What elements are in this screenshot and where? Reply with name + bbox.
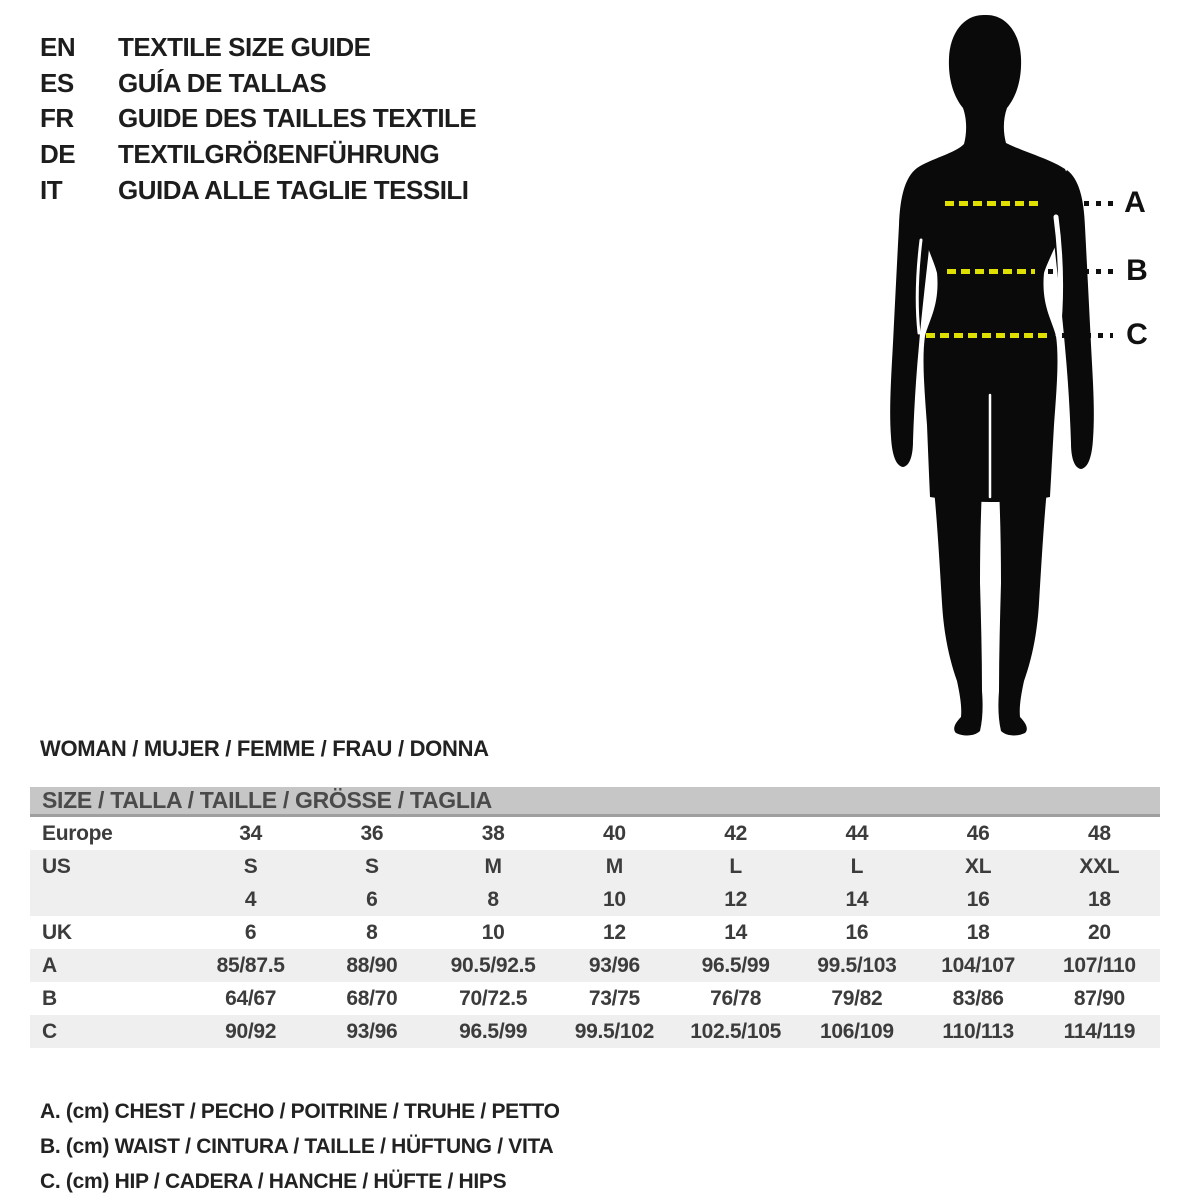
size-value: 10 bbox=[481, 920, 505, 944]
language-title: GUIDE DES TAILLES TEXTILE bbox=[118, 103, 477, 134]
size-value: 14 bbox=[796, 883, 917, 916]
size-table-body bbox=[30, 816, 1160, 1049]
size-value: S bbox=[311, 850, 432, 883]
size-value: 90/92 bbox=[190, 1015, 311, 1048]
language-title: TEXTILGRÖßENFÜHRUNG bbox=[118, 139, 440, 170]
row-label: US bbox=[30, 850, 190, 883]
size-value: 96.5/99 bbox=[433, 1015, 554, 1048]
size-value: 99.5/103 bbox=[796, 949, 917, 982]
table-row bbox=[30, 982, 1160, 1015]
marker-label: A bbox=[1124, 186, 1146, 219]
table-row bbox=[30, 816, 1160, 851]
size-value: 8 bbox=[366, 920, 378, 944]
section-title: WOMAN / MUJER / FEMME / FRAU / DONNA bbox=[40, 736, 489, 761]
size-value: 6 bbox=[244, 920, 257, 944]
language-code: DE bbox=[40, 139, 76, 170]
row-label: A bbox=[30, 949, 190, 982]
size-value: XXL bbox=[1039, 850, 1160, 883]
table-row bbox=[30, 949, 1160, 982]
size-value: 76/78 bbox=[710, 986, 762, 1010]
size-value: 16 bbox=[845, 920, 869, 944]
size-table bbox=[30, 787, 1160, 1048]
size-value: 87/90 bbox=[1073, 986, 1125, 1010]
dashed-line bbox=[947, 269, 1035, 274]
size-value: 40 bbox=[602, 821, 626, 845]
size-value: 102.5/105 bbox=[675, 1015, 796, 1048]
size-value: 12 bbox=[675, 883, 796, 916]
language-code: IT bbox=[40, 174, 63, 205]
size-value: L bbox=[796, 850, 917, 883]
size-value: 44 bbox=[845, 821, 869, 845]
size-value: M bbox=[554, 850, 675, 883]
size-value: L bbox=[675, 850, 796, 883]
table-row bbox=[30, 1015, 1160, 1048]
legend-line: B. (cm) WAIST / CINTURA / TAILLE / HÜFTUNG / VITA bbox=[40, 1134, 554, 1158]
language-title: TEXTILE SIZE GUIDE bbox=[118, 32, 371, 63]
row-label: Europe bbox=[42, 821, 113, 845]
silhouette-left-leg bbox=[927, 355, 988, 735]
size-value: 10 bbox=[554, 883, 675, 916]
size-value: 85/87.5 bbox=[190, 949, 311, 982]
language-list bbox=[40, 30, 476, 208]
size-value: 96.5/99 bbox=[675, 949, 796, 982]
measurement-legend bbox=[40, 1094, 560, 1199]
marker-label: B bbox=[1126, 254, 1148, 287]
size-value: XL bbox=[918, 850, 1039, 883]
size-value: S bbox=[190, 850, 311, 883]
size-value: 73/75 bbox=[588, 986, 640, 1010]
language-code: EN bbox=[40, 32, 76, 63]
silhouette-right-gap bbox=[1056, 217, 1060, 335]
legend-line: C. (cm) HIP / CADERA / HANCHE / HÜFTE / HIPS bbox=[40, 1169, 507, 1193]
size-value: 36 bbox=[360, 821, 384, 845]
language-row bbox=[40, 66, 476, 102]
legend-line: A. (cm) CHEST / PECHO / POITRINE / TRUHE / PETTO bbox=[40, 1099, 560, 1123]
row-label bbox=[30, 883, 190, 916]
language-row bbox=[40, 137, 476, 173]
language-title: GUIDA ALLE TAGLIE TESSILI bbox=[118, 174, 469, 205]
language-row bbox=[40, 101, 476, 137]
size-value: 114/119 bbox=[1039, 1015, 1160, 1048]
language-title: GUÍA DE TALLAS bbox=[118, 67, 327, 98]
silhouette-left-arm bbox=[890, 168, 931, 467]
size-value: 93/96 bbox=[554, 949, 675, 982]
size-value: 90.5/92.5 bbox=[433, 949, 554, 982]
language-row bbox=[40, 172, 476, 208]
size-value: 34 bbox=[239, 821, 262, 845]
size-value: 14 bbox=[724, 920, 747, 944]
table-row bbox=[30, 916, 1160, 949]
size-value: 104/107 bbox=[918, 949, 1039, 982]
size-value: 42 bbox=[724, 821, 747, 845]
size-value: 79/82 bbox=[831, 986, 883, 1010]
size-value: 106/109 bbox=[796, 1015, 917, 1048]
size-value: 83/86 bbox=[952, 986, 1004, 1010]
size-value: 48 bbox=[1087, 821, 1111, 845]
size-value: 18 bbox=[1039, 883, 1160, 916]
size-table-header-row bbox=[30, 787, 1160, 816]
size-value: 8 bbox=[433, 883, 554, 916]
size-value: 6 bbox=[311, 883, 432, 916]
marker-label: C bbox=[1126, 318, 1148, 351]
size-value: 93/96 bbox=[311, 1015, 432, 1048]
table-row bbox=[30, 850, 1160, 883]
size-value: 110/113 bbox=[918, 1015, 1039, 1048]
size-value: 4 bbox=[190, 883, 311, 916]
row-label: C bbox=[30, 1015, 190, 1048]
language-code: FR bbox=[40, 103, 74, 134]
row-label: UK bbox=[42, 920, 72, 944]
size-value: 99.5/102 bbox=[554, 1015, 675, 1048]
size-value: 46 bbox=[966, 821, 990, 845]
size-value: 68/70 bbox=[346, 986, 398, 1010]
size-value: M bbox=[433, 850, 554, 883]
size-value: 12 bbox=[602, 920, 626, 944]
size-value: 20 bbox=[1087, 920, 1111, 944]
dashed-line bbox=[945, 201, 1042, 206]
size-value: 70/72.5 bbox=[459, 986, 528, 1010]
size-value: 16 bbox=[918, 883, 1039, 916]
size-value: 107/110 bbox=[1039, 949, 1160, 982]
size-value: 64/67 bbox=[225, 986, 277, 1010]
woman-silhouette bbox=[860, 5, 1140, 745]
size-table-header: SIZE / TALLA / TAILLE / GRÖSSE / TAGLIA bbox=[30, 787, 1160, 816]
language-row bbox=[40, 30, 476, 66]
size-value: 88/90 bbox=[311, 949, 432, 982]
table-row bbox=[30, 883, 1160, 916]
silhouette-right-leg bbox=[993, 355, 1054, 735]
size-value: 38 bbox=[481, 821, 505, 845]
dashed-line bbox=[926, 333, 1047, 338]
row-label: B bbox=[42, 986, 57, 1010]
language-code: ES bbox=[40, 67, 74, 98]
size-value: 18 bbox=[966, 920, 990, 944]
